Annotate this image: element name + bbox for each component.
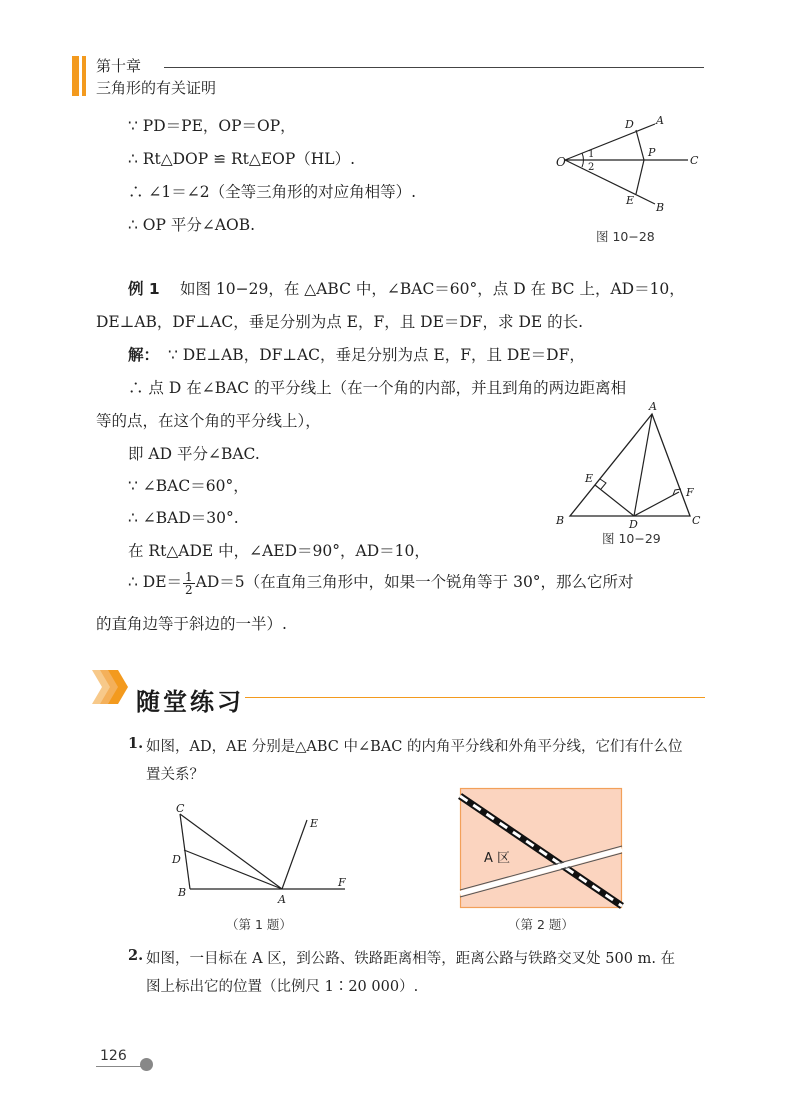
- figure-question-1-caption: （第 1 题）: [226, 917, 292, 932]
- ray-OA: [565, 124, 655, 160]
- fraction-one-half: [183, 571, 195, 596]
- label-A: A: [649, 400, 657, 413]
- question-1-line-1: 如图，AD，AE 分别是△ABC 中∠BAC 的内角平分线和外角平分线，它们有什么位: [146, 739, 683, 755]
- question-1-number: 1.: [128, 735, 144, 752]
- segment-DA: [184, 850, 282, 889]
- example-line-2: DE⊥AB，DF⊥AC，垂足分别为点 E，F，且 DE＝DF，求 DE 的长.: [96, 313, 584, 331]
- figure-10-28-caption: 图 10−28: [596, 229, 655, 244]
- label-1: 1: [588, 149, 595, 160]
- label-E: E: [310, 817, 319, 830]
- solution-line-4: 即 AD 平分∠BAC.: [128, 445, 260, 463]
- segment-DE: [595, 485, 634, 516]
- label-D: D: [172, 853, 181, 866]
- solution-line-8-post: AD＝5（在直角三角形中，如果一个锐角等于 30°，那么它所对: [195, 573, 634, 591]
- zone-a-label: A 区: [484, 851, 511, 866]
- label-A: A: [656, 114, 664, 127]
- proof-line-3: ∴ ∠1＝∠2（全等三角形的对应角相等）.: [128, 183, 417, 201]
- label-D: D: [625, 118, 634, 131]
- example-line-1: 如图 10−29，在 △ABC 中，∠BAC＝60°，点 D 在 BC 上，AD＝10，: [180, 280, 685, 298]
- label-B: B: [556, 514, 565, 527]
- solution-label: 解：: [128, 346, 160, 364]
- figure-10-29: [552, 398, 712, 530]
- section-title: 随堂练习: [136, 687, 244, 716]
- label-E: E: [626, 194, 635, 207]
- label-D: D: [629, 518, 638, 531]
- figure-question-2-caption: （第 2 题）: [508, 917, 574, 932]
- label-2: 2: [588, 162, 595, 173]
- label-C: C: [176, 802, 185, 815]
- label-B: B: [656, 201, 665, 214]
- solution-line-3: 等的点，在这个角的平分线上），: [96, 412, 321, 430]
- segment-AD: [634, 414, 652, 516]
- header-accent-bar: [72, 56, 79, 96]
- example-label: 例 1: [128, 280, 160, 298]
- fraction-denominator: 2: [185, 582, 193, 597]
- ray-OB: [565, 160, 655, 204]
- segment-DF: [634, 492, 679, 516]
- footer-rule: [96, 1066, 144, 1067]
- section-chevrons-icon: [92, 670, 134, 704]
- solution-line-5: ∵ ∠BAC＝60°，: [128, 477, 249, 495]
- fraction-numerator: 1: [185, 569, 193, 584]
- figure-10-29-caption: 图 10−29: [602, 531, 661, 546]
- solution-line-9: 的直角边等于斜边的一半）.: [96, 615, 287, 633]
- label-O: O: [556, 155, 566, 169]
- question-2-line-2: 图上标出它的位置（比例尺 1∶20 000）.: [146, 979, 419, 995]
- proof-line-2: ∴ Rt△DOP ≌ Rt△EOP（HL）.: [128, 150, 356, 168]
- header-accent-bar-2: [82, 56, 86, 96]
- segment-PE: [636, 160, 644, 194]
- triangle-ABC: [570, 414, 690, 516]
- chapter-label: 第十章: [96, 57, 142, 75]
- label-P: P: [648, 146, 656, 159]
- label-C: C: [690, 154, 699, 167]
- solution-line-2: ∴ 点 D 在∠BAC 的平分线上（在一个角的内部，并且到角的两边距离相: [128, 379, 627, 397]
- label-C: C: [692, 514, 701, 527]
- solution-line-1: ∵ DE⊥AB，DF⊥AC，垂足分别为点 E，F，且 DE＝DF，: [168, 346, 585, 364]
- header-rule: [164, 67, 704, 68]
- solution-line-7: 在 Rt△ADE 中，∠AED＝90°，AD＝10，: [128, 542, 430, 560]
- right-angle-E: [600, 479, 606, 489]
- solution-line-8-pre: ∴ DE＝: [128, 573, 183, 591]
- segment-CA: [180, 814, 282, 889]
- figure-question-1: [170, 800, 360, 910]
- chapter-subtitle: 三角形的有关证明: [96, 79, 217, 97]
- label-F: F: [338, 876, 346, 889]
- segment-PD: [636, 130, 644, 160]
- footer-dot: [140, 1058, 153, 1071]
- figure-10-28: [556, 110, 710, 215]
- page-number: 126: [100, 1048, 127, 1064]
- question-2-number: 2.: [128, 947, 144, 964]
- label-E: E: [585, 472, 594, 485]
- question-2-line-1: 如图，一目标在 A 区，到公路、铁路距离相等，距离公路与铁路交叉处 500 m. 在: [146, 951, 676, 967]
- label-B: B: [178, 886, 187, 899]
- section-rule: [245, 697, 705, 698]
- label-A: A: [278, 893, 286, 906]
- proof-line-1: ∵ PD＝PE，OP＝OP，: [128, 117, 296, 135]
- question-1-line-2: 置关系？: [146, 767, 204, 783]
- proof-line-4: ∴ OP 平分∠AOB.: [128, 216, 256, 234]
- solution-line-6: ∴ ∠BAD＝30°.: [128, 509, 239, 527]
- figure-question-2-map: [460, 788, 622, 908]
- segment-AE: [282, 820, 307, 889]
- label-F: F: [686, 486, 694, 499]
- solution-line-8: [128, 570, 634, 596]
